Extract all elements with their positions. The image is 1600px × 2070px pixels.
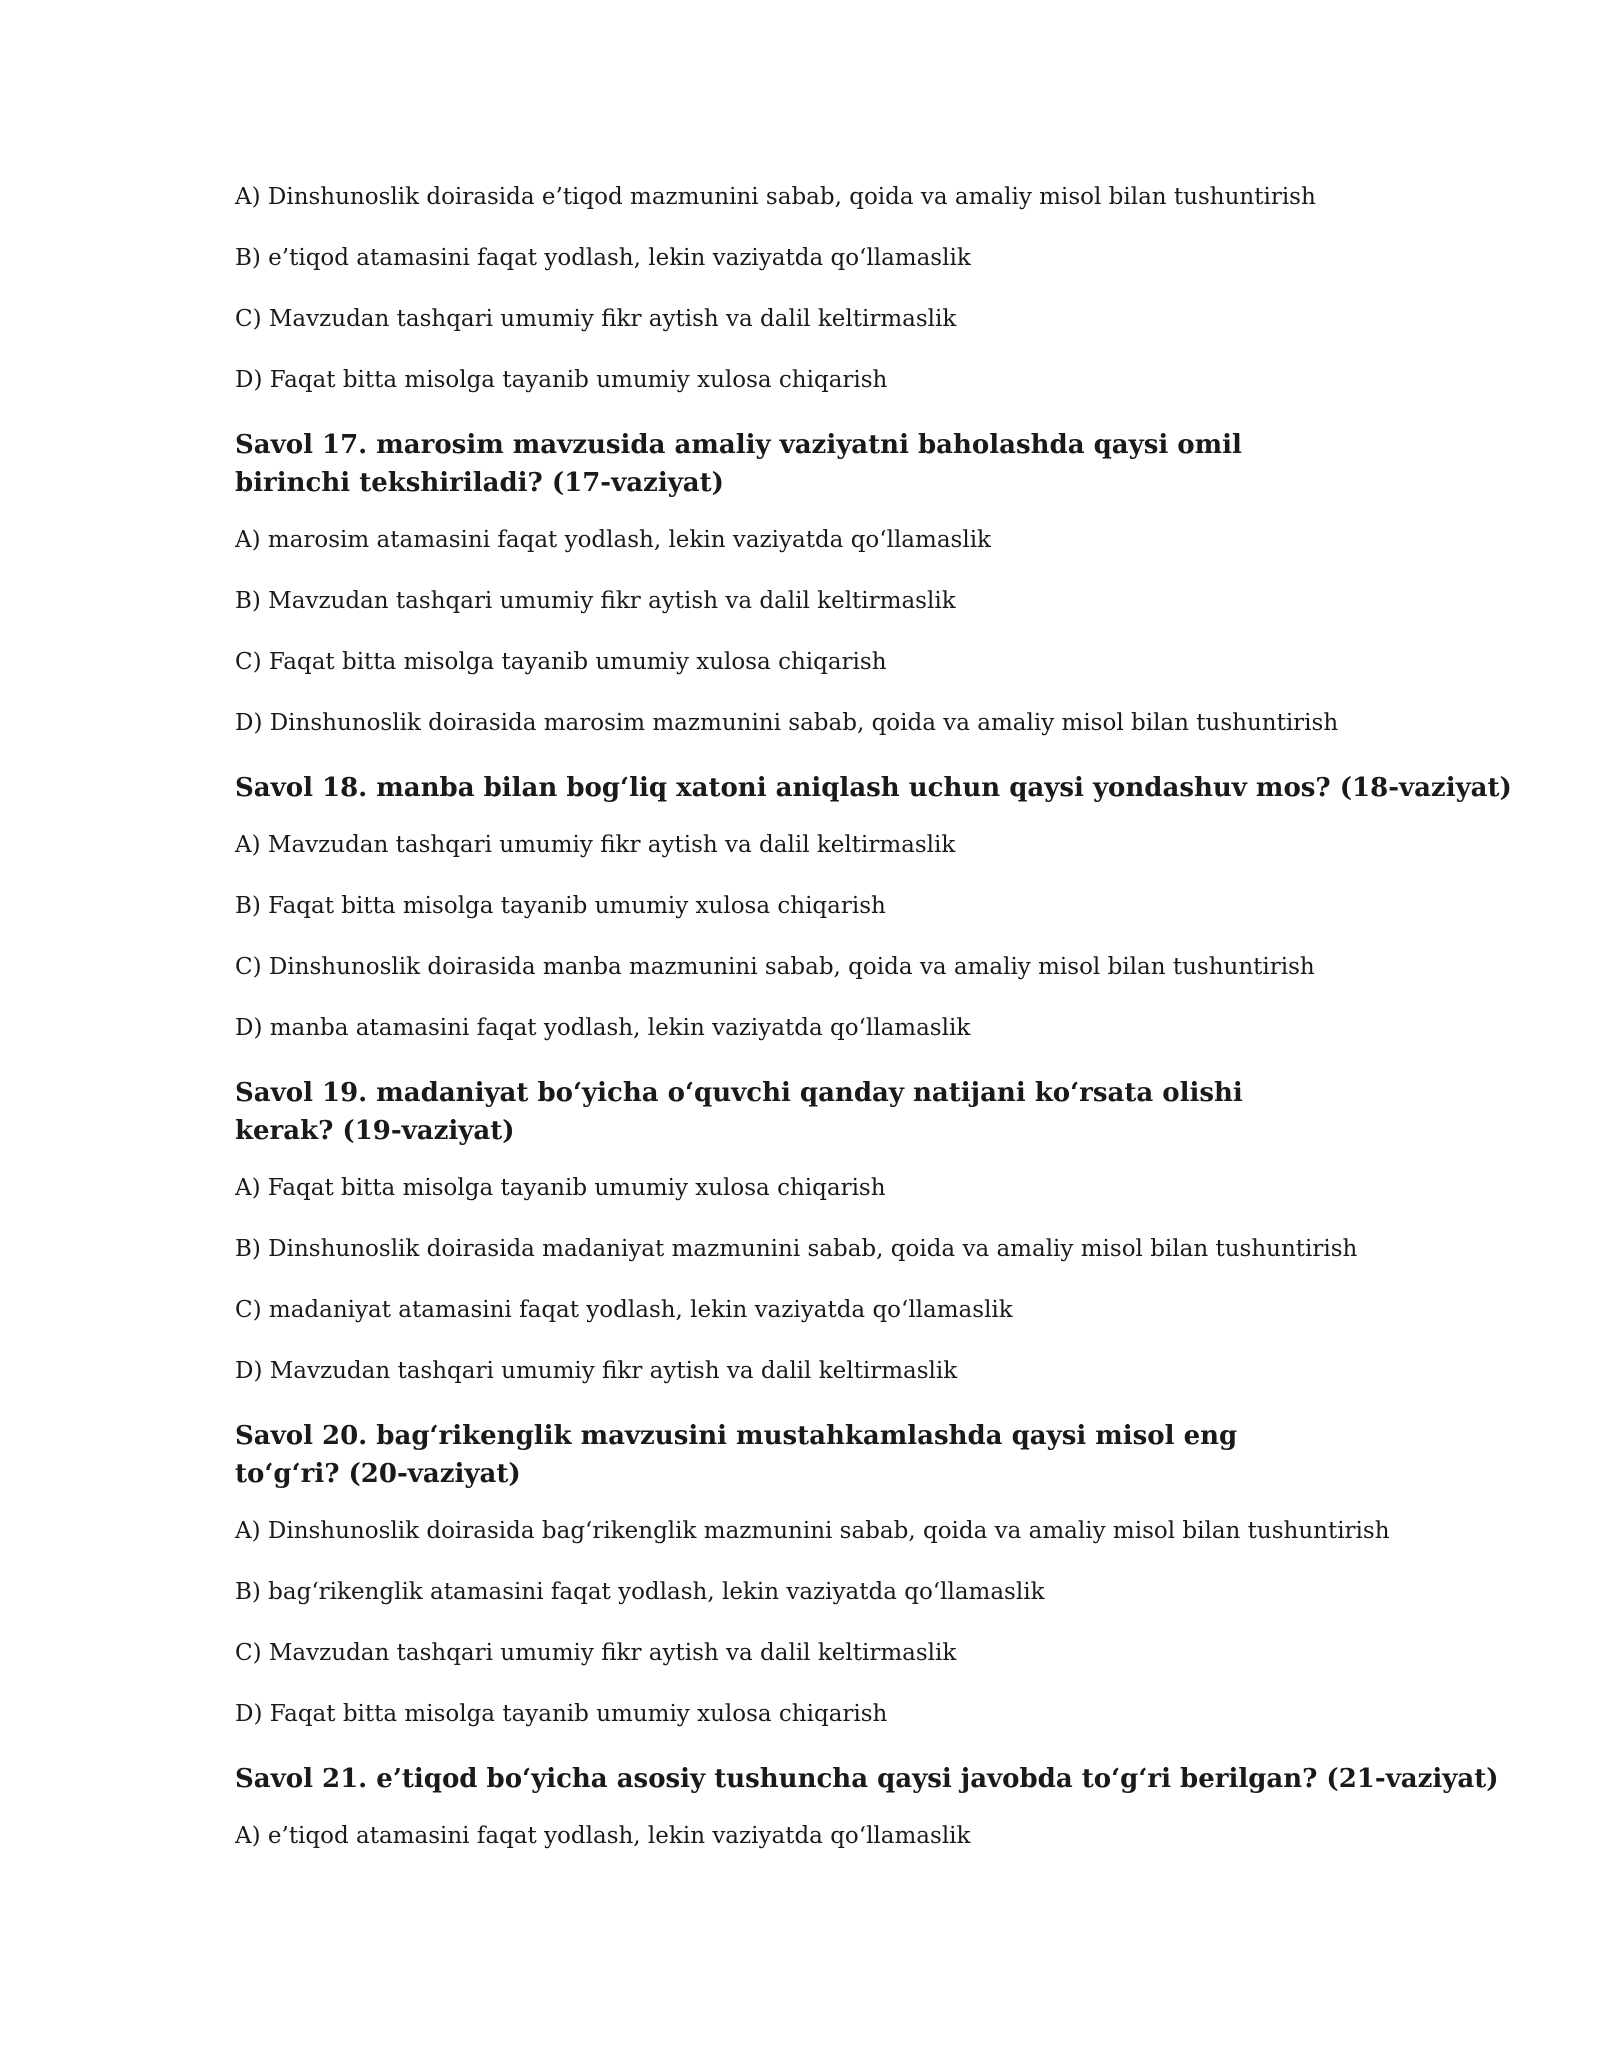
answer-option: A) e’tiqod atamasini faqat yodlash, lekin vaziyatda qo‘llamaslik bbox=[235, 1823, 971, 1849]
answer-option: D) manba atamasini faqat yodlash, lekin vaziyatda qo‘llamaslik bbox=[235, 1015, 971, 1041]
answer-option: A) Faqat bitta misolga tayanib umumiy xulosa chiqarish bbox=[235, 1175, 886, 1201]
answer-option: C) Faqat bitta misolga tayanib umumiy xulosa chiqarish bbox=[235, 649, 887, 675]
question-heading: Savol 17. marosim mavzusida amaliy vaziyatni baholashda qaysi omil birinchi tekshiriladi? (17-vaziyat) bbox=[235, 430, 1242, 498]
answer-option: D) Faqat bitta misolga tayanib umumiy xulosa chiqarish bbox=[235, 1701, 888, 1727]
answer-option: B) bag‘rikenglik atamasini faqat yodlash, lekin vaziyatda qo‘llamaslik bbox=[235, 1579, 1045, 1605]
answer-option: B) e’tiqod atamasini faqat yodlash, lekin vaziyatda qo‘llamaslik bbox=[235, 245, 971, 271]
document-content bbox=[235, 182, 1512, 1882]
answer-option: A) Mavzudan tashqari umumiy fikr aytish va dalil keltirmaslik bbox=[235, 832, 956, 858]
answer-option: B) Dinshunoslik doirasida madaniyat mazmunini sabab, qoida va amaliy misol bilan tushuntirish bbox=[235, 1236, 1358, 1262]
answer-option: C) madaniyat atamasini faqat yodlash, lekin vaziyatda qo‘llamaslik bbox=[235, 1297, 1013, 1323]
answer-option: D) Faqat bitta misolga tayanib umumiy xulosa chiqarish bbox=[235, 367, 888, 393]
answer-option: B) Mavzudan tashqari umumiy fikr aytish va dalil keltirmaslik bbox=[235, 588, 956, 614]
answer-option: B) Faqat bitta misolga tayanib umumiy xulosa chiqarish bbox=[235, 893, 886, 919]
answer-option: A) Dinshunoslik doirasida bag‘rikenglik mazmunini sabab, qoida va amaliy misol bilan tushuntirish bbox=[235, 1518, 1390, 1544]
answer-option: D) Dinshunoslik doirasida marosim mazmunini sabab, qoida va amaliy misol bilan tushuntirish bbox=[235, 710, 1339, 736]
question-heading: Savol 20. bag‘rikenglik mavzusini mustahkamlashda qaysi misol eng to‘g‘ri? (20-vaziyat) bbox=[235, 1421, 1238, 1489]
answer-option: C) Dinshunoslik doirasida manba mazmunini sabab, qoida va amaliy misol bilan tushuntirish bbox=[235, 954, 1315, 980]
question-heading: Savol 21. e’tiqod bo‘yicha asosiy tushuncha qaysi javobda to‘g‘ri berilgan? (21-vaziyat) bbox=[235, 1764, 1499, 1794]
answer-option: A) marosim atamasini faqat yodlash, lekin vaziyatda qo‘llamaslik bbox=[235, 527, 991, 553]
answer-option: A) Dinshunoslik doirasida e’tiqod mazmunini sabab, qoida va amaliy misol bilan tushuntirish bbox=[235, 184, 1316, 210]
answer-option: C) Mavzudan tashqari umumiy fikr aytish va dalil keltirmaslik bbox=[235, 306, 957, 332]
answer-option: D) Mavzudan tashqari umumiy fikr aytish va dalil keltirmaslik bbox=[235, 1358, 958, 1384]
answer-option: C) Mavzudan tashqari umumiy fikr aytish va dalil keltirmaslik bbox=[235, 1640, 957, 1666]
question-heading: Savol 18. manba bilan bog‘liq xatoni aniqlash uchun qaysi yondashuv mos? (18-vaziyat) bbox=[235, 773, 1512, 803]
question-heading: Savol 19. madaniyat bo‘yicha o‘quvchi qanday natijani ko‘rsata olishi kerak? (19-vaziyat) bbox=[235, 1078, 1243, 1146]
